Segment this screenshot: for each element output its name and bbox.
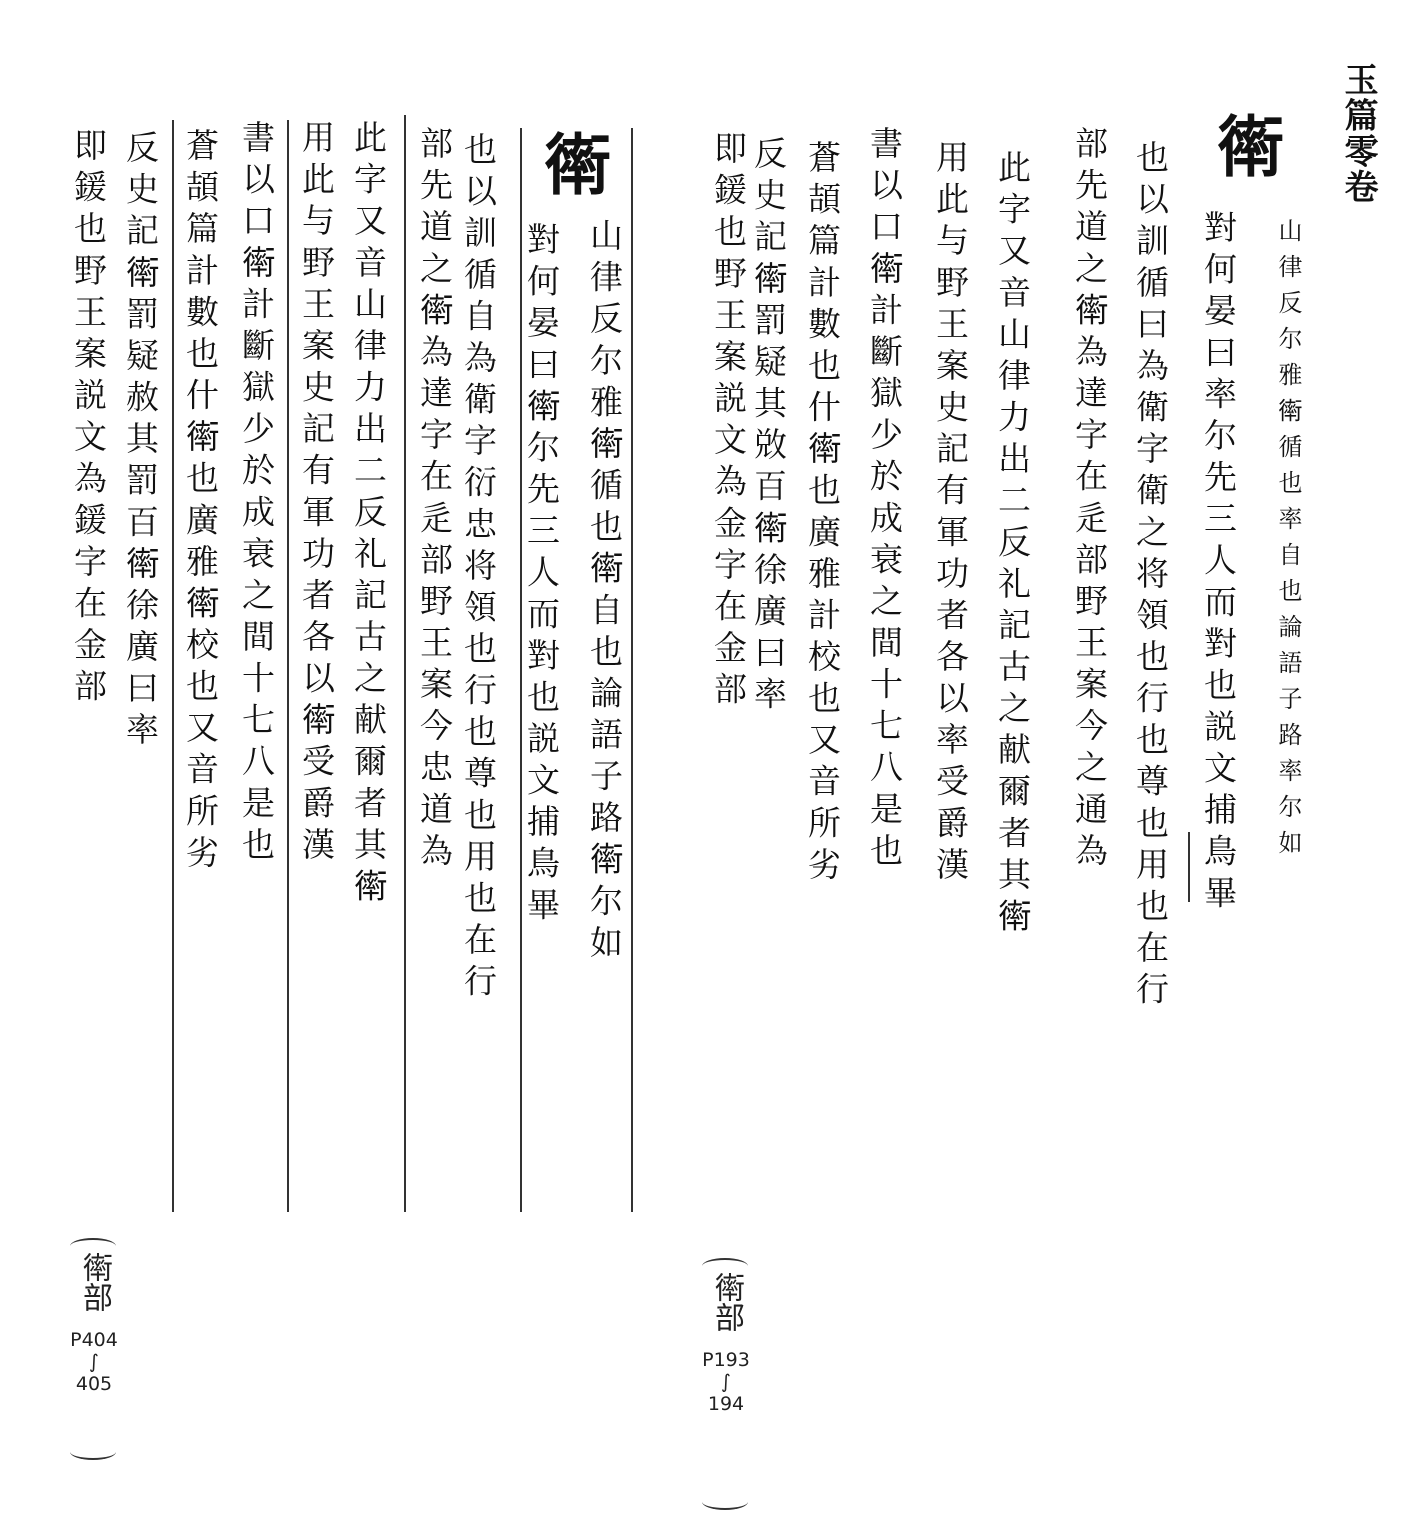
text-column: 蒼頡篇計數也什𧗿也廣雅計校也又音所劣 <box>803 140 842 889</box>
text-column: 書以口𧗿計斷獄少於成衰之間十七八是也 <box>865 126 904 875</box>
text-column: 此字又音山律力出二反礼記古之献爾者其𧗿 <box>349 120 388 911</box>
reference-pages: P193 ∫ 194 <box>702 1349 750 1415</box>
text-column: 蒼頡篇計數也什𧗿也廣雅𧗿校也又音所劣 <box>181 128 220 877</box>
text-column: 反史記𧗿罰疑赦其罰百𧗿徐廣曰率 <box>121 130 160 754</box>
text-column: 用此与野王案史記有軍功者各以率受爵漢 <box>931 140 970 889</box>
text-column: 部先道之𧗿為達字在辵部野王案今之通為 <box>1070 126 1109 875</box>
column-rule <box>172 120 174 1212</box>
paren-mark <box>70 1444 116 1460</box>
text-column: 對何晏曰𧗿尔先三人而對也説文捕鳥畢 <box>522 222 561 929</box>
reference-label: 𧗿部 <box>709 1272 744 1332</box>
text-column: 也以訓循曰為衛字衛之将領也行也尊也用也在行 <box>1131 140 1170 1014</box>
paren-mark <box>702 1494 748 1510</box>
text-column: 反史記𧗿罰疑其敚百𧗿徐廣曰率 <box>749 136 788 719</box>
text-column: 書以口𧗿計斷獄少於成衰之間十七八是也 <box>237 120 276 869</box>
text-column: 也以訓循自為衛字衍忠将領也行也尊也用也在行 <box>459 132 498 1006</box>
head-character: 𧗿 <box>1207 112 1285 178</box>
text-column: 即鍰也野王案説文為金字在金部 <box>709 131 748 714</box>
page-title: 玉篇零卷 <box>1338 62 1378 205</box>
text-column: 山律反尔雅𧗿循也率自也論語子路率尔如 <box>1274 218 1302 866</box>
text-column: 此字又音山律力出二反礼記古之献爾者其𧗿 <box>993 150 1032 941</box>
page-reference-left <box>64 1238 124 1396</box>
paren-mark <box>702 1258 748 1274</box>
column-rule <box>287 120 289 1212</box>
text-column: 即鍰也野王案説文為鍰字在金部 <box>69 128 108 711</box>
text-column: 用此与野王案史記有軍功者各以𧗿受爵漢 <box>297 120 336 869</box>
page-reference-right <box>696 1258 756 1416</box>
column-rule <box>404 115 406 1212</box>
head-character: 𧗿 <box>534 130 612 196</box>
text-column: 部先道之𧗿為達字在辵部野王案今忠道為 <box>415 126 454 875</box>
text-column: 對何晏曰率尔先三人而對也説文捕鳥畢 <box>1199 210 1238 917</box>
reference-pages: P404 ∫ 405 <box>70 1329 118 1395</box>
column-rule <box>631 128 633 1212</box>
reference-label: 𧗿部 <box>77 1252 112 1312</box>
margin-mark <box>1188 832 1190 902</box>
paren-mark <box>70 1238 116 1254</box>
text-column: 山律反尔雅𧗿循也𧗿自也論語子路𧗿尔如 <box>585 218 624 967</box>
